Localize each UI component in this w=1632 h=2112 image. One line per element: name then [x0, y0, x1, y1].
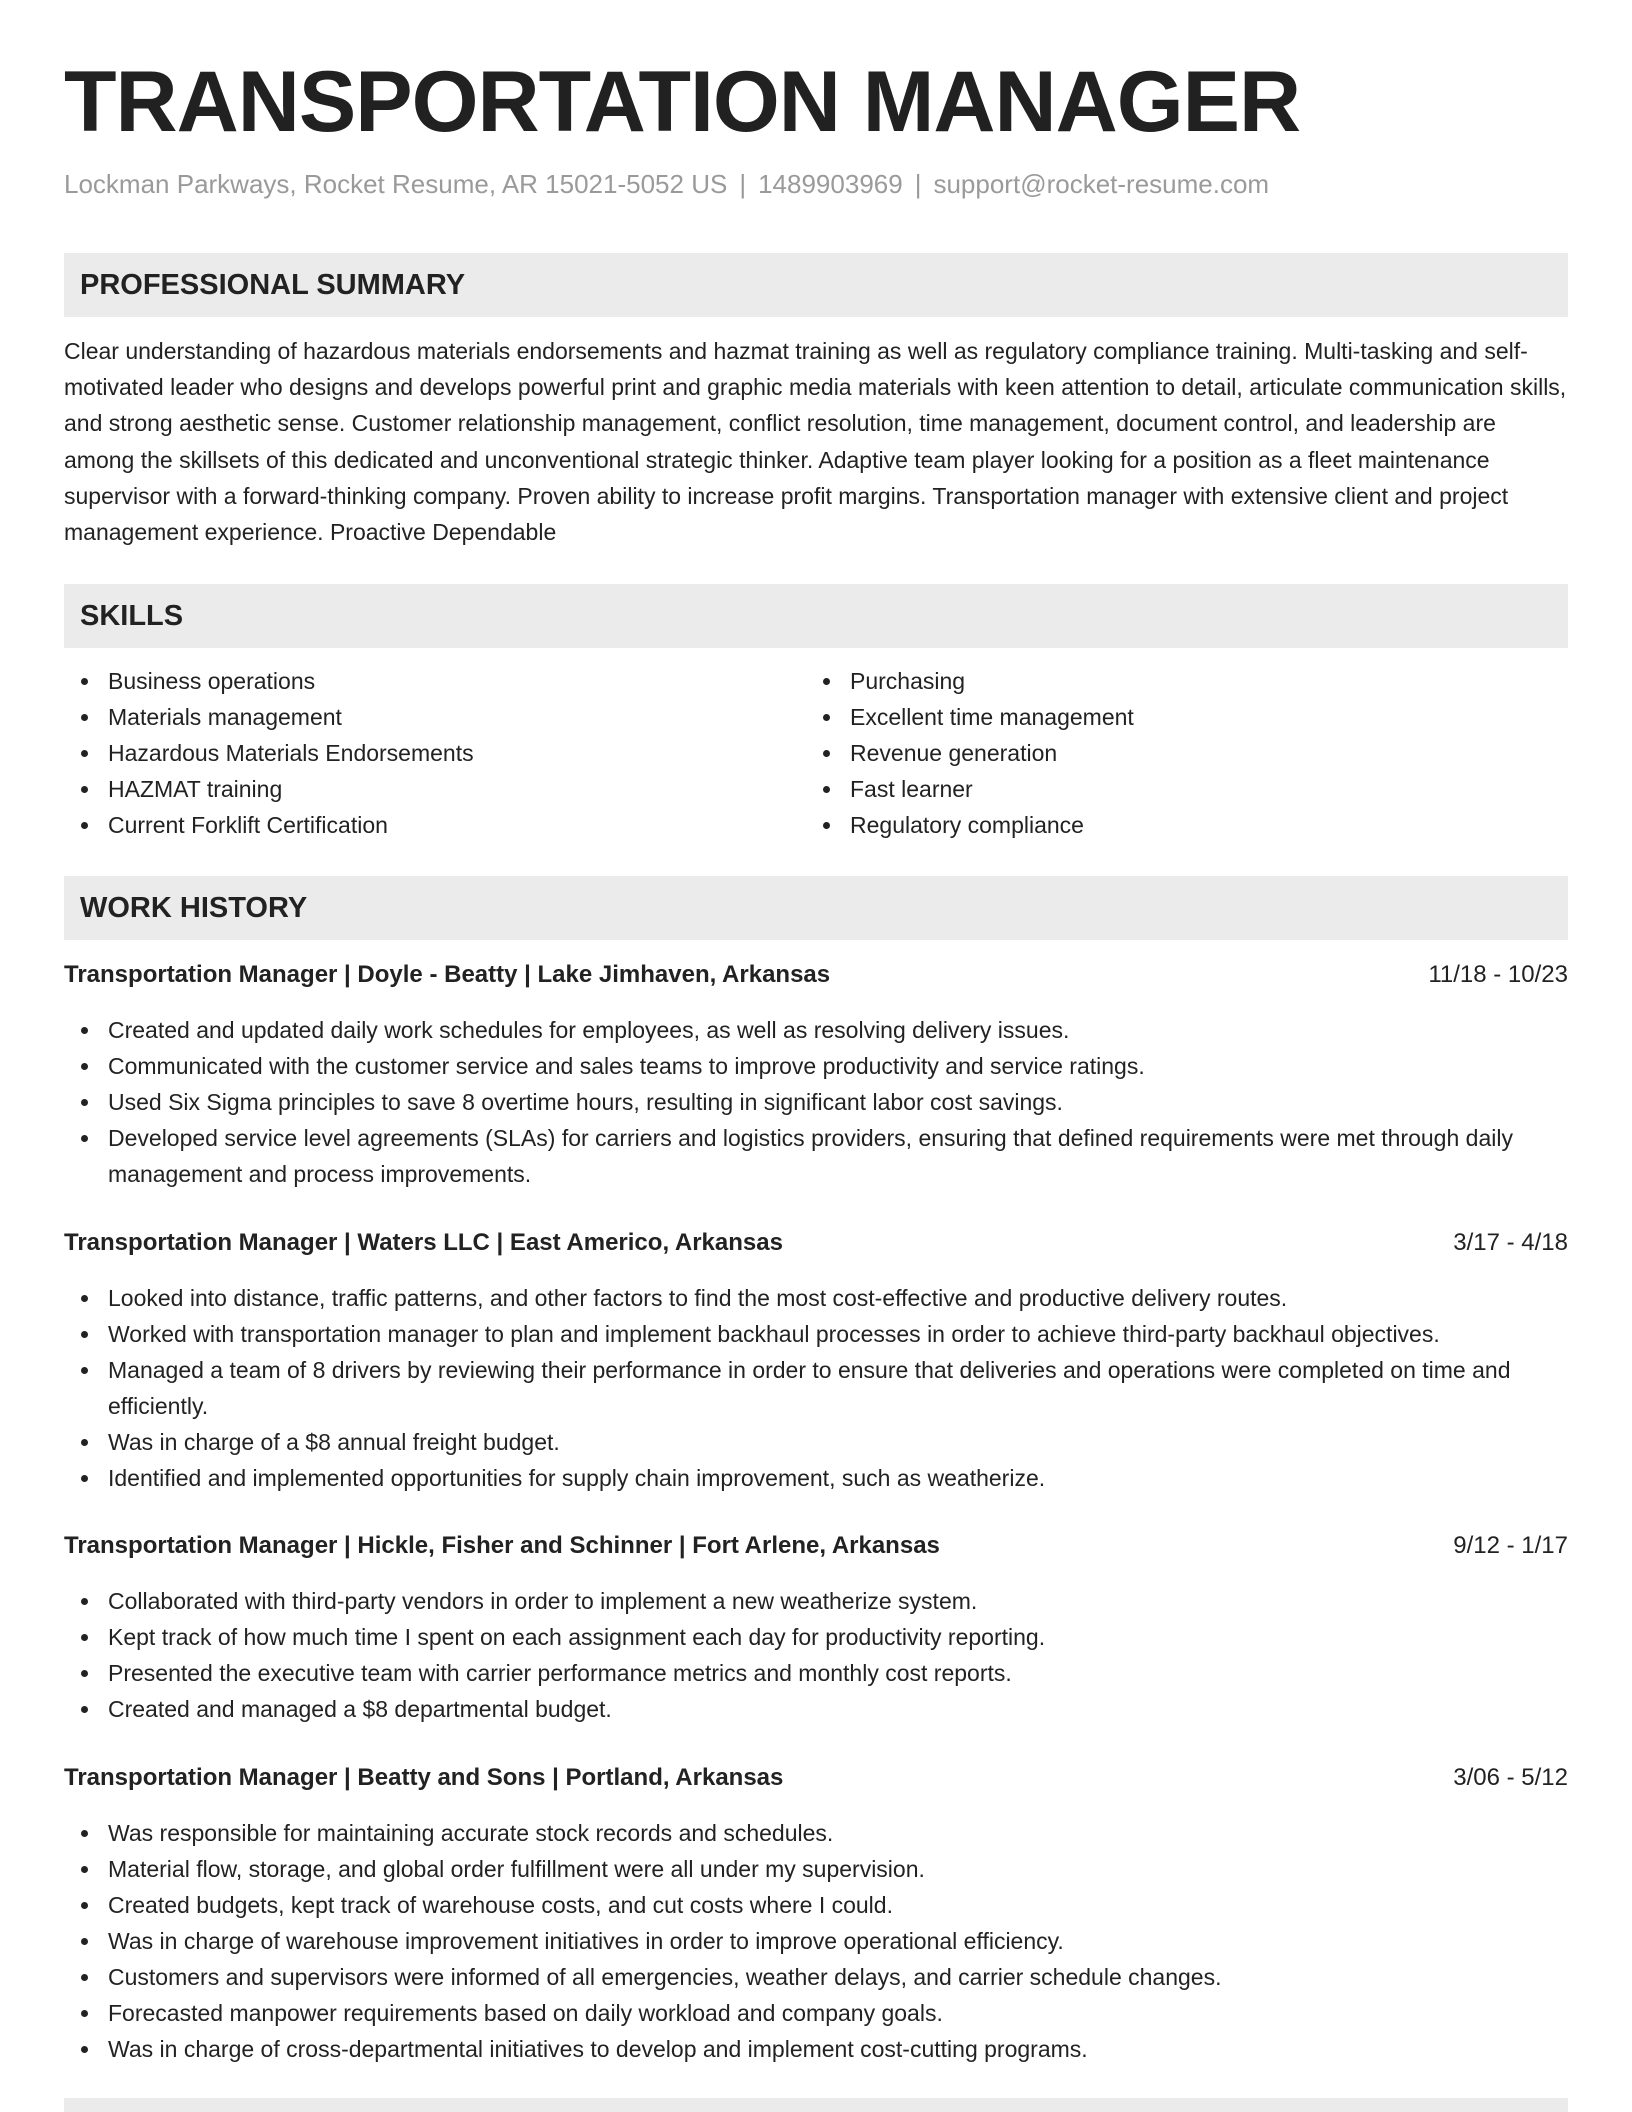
job-duty-item: Customers and supervisors were informed of all emergencies, weather delays, and carrier schedule changes.	[64, 1959, 1568, 1995]
next-section-header	[64, 2098, 1568, 2112]
job-title: Transportation Manager | Doyle - Beatty | Lake Jimhaven, Arkansas	[64, 961, 831, 988]
skill-item: Purchasing	[806, 663, 1506, 699]
contact-separator: |	[914, 169, 922, 199]
job-duty-item: Identified and implemented opportunities for supply chain improvement, such as weatherize.	[64, 1460, 1568, 1496]
job-dates: 11/18 - 10/23	[1428, 961, 1568, 988]
job-duties	[64, 1815, 1568, 2067]
job-duty-item: Collaborated with third-party vendors in order to implement a new weatherize system.	[64, 1583, 1568, 1619]
contact-email: support@rocket-resume.com	[933, 169, 1270, 199]
job-duty-item: Managed a team of 8 drivers by reviewing their performance in order to ensure that deliveries and operations were completed on time and efficiently.	[64, 1352, 1568, 1424]
job-duty-item: Communicated with the customer service and sales teams to improve productivity and service ratings.	[64, 1048, 1568, 1084]
summary-heading: PROFESSIONAL SUMMARY	[80, 269, 466, 301]
skill-item: Excellent time management	[806, 699, 1506, 735]
job-dates: 3/06 - 5/12	[1453, 1764, 1568, 1791]
job-duty-item: Worked with transportation manager to plan and implement backhaul processes in order to achieve third-party backhaul objectives.	[64, 1316, 1568, 1352]
skills-column-right	[806, 663, 1506, 843]
skill-item: Hazardous Materials Endorsements	[64, 735, 764, 771]
job-duty-item: Forecasted manpower requirements based on daily workload and company goals.	[64, 1995, 1568, 2031]
skill-item: Materials management	[64, 699, 764, 735]
job-duty-item: Kept track of how much time I spent on each assignment each day for productivity reporting.	[64, 1619, 1568, 1655]
job-duties	[64, 1583, 1568, 1727]
job-duty-item: Was responsible for maintaining accurate stock records and schedules.	[64, 1815, 1568, 1851]
job-duty-item: Used Six Sigma principles to save 8 overtime hours, resulting in significant labor cost savings.	[64, 1084, 1568, 1120]
skills-list-right	[806, 663, 1506, 843]
skill-item: Fast learner	[806, 771, 1506, 807]
job-dates: 9/12 - 1/17	[1453, 1532, 1568, 1559]
job-duty-item: Material flow, storage, and global order fulfillment were all under my supervision.	[64, 1851, 1568, 1887]
job-duties-list	[64, 1815, 1568, 2067]
job-duties-list	[64, 1280, 1568, 1496]
skill-item: Regulatory compliance	[806, 807, 1506, 843]
job-dates: 3/17 - 4/18	[1453, 1229, 1568, 1256]
job-duty-item: Presented the executive team with carrier performance metrics and monthly cost reports.	[64, 1655, 1568, 1691]
skills-section-header	[64, 584, 1568, 648]
skill-item: Revenue generation	[806, 735, 1506, 771]
skill-item: Current Forklift Certification	[64, 807, 764, 843]
job-title: Transportation Manager | Waters LLC | East Americo, Arkansas	[64, 1229, 783, 1256]
job-title: Transportation Manager | Beatty and Sons | Portland, Arkansas	[64, 1764, 784, 1791]
job-duty-item: Looked into distance, traffic patterns, and other factors to find the most cost-effective and productive delivery routes.	[64, 1280, 1568, 1316]
skill-item: Business operations	[64, 663, 764, 699]
contact-line	[64, 166, 1269, 202]
summary-text: Clear understanding of hazardous materials endorsements and hazmat training as well as regulatory compliance training. Multi-tasking and self-motivated leader who designs and develops powerful print and graphic media materials with keen attention to detail, articulate communication skills, and strong aesthetic sense. Customer relationship management, conflict resolution, time management, document control, and leadership are among the skillsets of this dedicated and unconventional strategic thinker. Adaptive team player looking for a position as a fleet maintenance supervisor with a forward-thinking company. Proven ability to increase profit margins. Transportation manager with extensive client and project management experience. Proactive Dependable	[64, 338, 1567, 546]
page-title: TRANSPORTATION MANAGER	[64, 54, 1301, 150]
work-history-section-header	[64, 876, 1568, 940]
job-duty-item: Was in charge of warehouse improvement initiatives in order to improve operational efficiency.	[64, 1923, 1568, 1959]
job-duty-item: Developed service level agreements (SLAs) for carriers and logistics providers, ensuring that defined requirements were met through daily management and process improvements.	[64, 1120, 1568, 1192]
job-title: Transportation Manager | Hickle, Fisher and Schinner | Fort Arlene, Arkansas	[64, 1532, 940, 1559]
job-duty-item: Created and managed a $8 departmental budget.	[64, 1691, 1568, 1727]
job-duties	[64, 1012, 1568, 1192]
work-history-heading: WORK HISTORY	[80, 892, 308, 924]
skills-heading: SKILLS	[80, 600, 184, 632]
job-duties-list	[64, 1012, 1568, 1192]
skill-item: HAZMAT training	[64, 771, 764, 807]
contact-address: Lockman Parkways, Rocket Resume, AR 15021-5052 US	[64, 169, 728, 199]
job-duty-item: Created budgets, kept track of warehouse costs, and cut costs where I could.	[64, 1887, 1568, 1923]
skills-list-left	[64, 663, 764, 843]
summary-section-header	[64, 253, 1568, 317]
contact-phone: 1489903969	[758, 169, 903, 199]
skills-column-left	[64, 663, 764, 843]
job-duties	[64, 1280, 1568, 1496]
job-duties-list	[64, 1583, 1568, 1727]
job-duty-item: Was in charge of a $8 annual freight budget.	[64, 1424, 1568, 1460]
contact-separator: |	[739, 169, 747, 199]
job-duty-item: Was in charge of cross-departmental initiatives to develop and implement cost-cutting programs.	[64, 2031, 1568, 2067]
job-duty-item: Created and updated daily work schedules for employees, as well as resolving delivery issues.	[64, 1012, 1568, 1048]
